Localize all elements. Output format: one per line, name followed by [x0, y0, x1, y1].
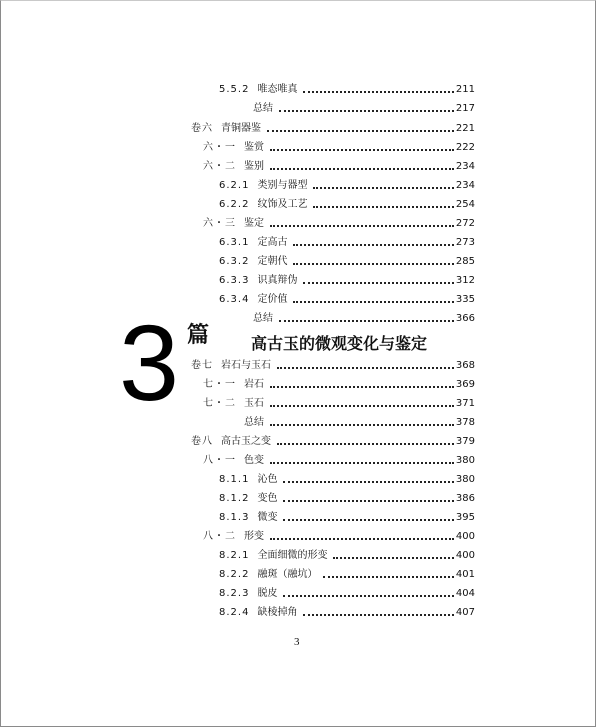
- toc-entry[interactable]: [203, 216, 475, 232]
- toc-page: 217: [455, 103, 475, 114]
- toc-entry[interactable]: [219, 273, 475, 289]
- toc-label: 变色: [257, 493, 278, 504]
- toc-leader: [293, 262, 453, 265]
- toc-page: 234: [455, 161, 475, 172]
- toc-entry[interactable]: [203, 453, 475, 469]
- toc-label: 纹饰及工艺: [257, 199, 308, 210]
- toc-label: 形变: [244, 531, 264, 542]
- toc-page: 366: [455, 313, 475, 324]
- toc-number: 8.2.4: [219, 607, 250, 618]
- toc-leader: [270, 385, 454, 388]
- toc-number: 卷六: [191, 123, 213, 134]
- toc-label: 融斑（融坑）: [257, 569, 318, 580]
- toc-leader: [283, 518, 453, 521]
- toc-leader: [277, 442, 454, 445]
- toc-leader: [303, 90, 453, 93]
- toc-label: 定朝代: [257, 256, 288, 267]
- toc-page: 335: [455, 294, 475, 305]
- toc-number: 卷八: [191, 436, 213, 447]
- toc-label: 色变: [244, 455, 264, 466]
- toc-label: 玉石: [244, 398, 264, 409]
- toc-page: 273: [455, 237, 475, 248]
- toc-leader: [333, 556, 453, 559]
- toc-label: 沁色: [257, 474, 278, 485]
- toc-number: 七・一: [203, 379, 236, 390]
- toc-label: 缺棱掉角: [257, 607, 298, 618]
- toc-entry[interactable]: [219, 510, 475, 526]
- toc-entry[interactable]: [253, 101, 475, 117]
- toc-leader: [283, 480, 453, 483]
- toc-entry[interactable]: [219, 567, 475, 583]
- toc-leader: [270, 461, 454, 464]
- toc-number: 6.3.1: [219, 237, 250, 248]
- toc-page: 368: [455, 360, 475, 371]
- toc-label: 鉴定: [244, 218, 264, 229]
- toc-page: 222: [455, 142, 475, 153]
- toc-label: 唯态唯真: [257, 84, 298, 95]
- toc-leader: [303, 613, 453, 616]
- toc-page: 395: [455, 512, 475, 523]
- toc-number: 6.2.1: [219, 180, 250, 191]
- toc-label: 高古玉之变: [221, 436, 271, 447]
- toc-page: 400: [455, 531, 475, 542]
- toc-entry[interactable]: [191, 434, 475, 450]
- toc-entry[interactable]: [219, 491, 475, 507]
- toc-entry[interactable]: [191, 121, 475, 137]
- toc-number: 8.1.3: [219, 512, 250, 523]
- toc-entry[interactable]: [219, 292, 475, 308]
- toc-number: 七・二: [203, 398, 236, 409]
- toc-number: 六・一: [203, 142, 236, 153]
- toc-page: 234: [455, 180, 475, 191]
- toc-leader: [279, 109, 454, 112]
- toc-leader: [267, 129, 454, 132]
- toc-entry[interactable]: [244, 415, 475, 431]
- toc-leader: [313, 186, 453, 189]
- toc-number: 6.3.2: [219, 256, 250, 267]
- toc-leader: [283, 499, 453, 502]
- toc-entry[interactable]: [219, 586, 475, 602]
- toc-label: 全面细微的形变: [257, 550, 328, 561]
- toc-page: 380: [455, 474, 475, 485]
- toc-page: 378: [455, 417, 475, 428]
- toc-leader: [293, 300, 453, 303]
- toc-label: 鉴赏: [244, 142, 264, 153]
- toc-label: 青铜器鉴: [221, 123, 261, 134]
- toc-entry[interactable]: [253, 311, 475, 327]
- toc-page: 401: [455, 569, 475, 580]
- toc-leader: [283, 594, 453, 597]
- toc-label: 识真辩伪: [257, 275, 298, 286]
- toc-number: 八・一: [203, 455, 236, 466]
- part-label: 篇: [187, 323, 210, 348]
- toc-entry[interactable]: [191, 358, 475, 374]
- toc-number: 8.2.3: [219, 588, 250, 599]
- toc-label: 总结: [253, 103, 273, 114]
- toc-page: 371: [455, 398, 475, 409]
- toc-number: 6.2.2: [219, 199, 250, 210]
- toc-leader: [270, 404, 454, 407]
- toc-entry[interactable]: [203, 377, 475, 393]
- toc-leader: [270, 148, 454, 151]
- toc-label: 总结: [244, 417, 264, 428]
- toc-leader: [293, 243, 453, 246]
- toc-entry[interactable]: [219, 472, 475, 488]
- toc-label: 定价值: [257, 294, 288, 305]
- toc-leader: [277, 366, 454, 369]
- toc-page: 221: [455, 123, 475, 134]
- toc-entry[interactable]: [219, 197, 475, 213]
- toc-number: 卷七: [191, 360, 213, 371]
- toc-page: 272: [455, 218, 475, 229]
- toc-label: 类别与器型: [257, 180, 308, 191]
- toc-number: 六・三: [203, 218, 236, 229]
- toc-label: 总结: [253, 313, 273, 324]
- part-title: 高古玉的微观变化与鉴定: [251, 334, 428, 353]
- toc-number: 8.1.2: [219, 493, 250, 504]
- toc-entry[interactable]: [219, 548, 475, 564]
- toc-page: 386: [455, 493, 475, 504]
- toc-page: 312: [455, 275, 475, 286]
- toc-leader: [313, 205, 453, 208]
- part-number: 3: [119, 302, 180, 423]
- toc-leader: [270, 423, 454, 426]
- toc-entry[interactable]: [219, 254, 475, 270]
- toc-leader: [323, 575, 453, 578]
- toc-number: 六・二: [203, 161, 236, 172]
- toc-leader: [270, 224, 454, 227]
- toc-number: 6.3.3: [219, 275, 250, 286]
- toc-page: 369: [455, 379, 475, 390]
- toc-entry[interactable]: [219, 178, 475, 194]
- toc-page: 380: [455, 455, 475, 466]
- toc-label: 鉴别: [244, 161, 264, 172]
- toc-entry[interactable]: [203, 529, 475, 545]
- toc-page: 254: [455, 199, 475, 210]
- toc-page: 211: [455, 84, 475, 95]
- toc-page: 407: [455, 607, 475, 618]
- toc-page: 404: [455, 588, 475, 599]
- page-number: 3: [294, 636, 300, 648]
- toc-entry[interactable]: [203, 396, 475, 412]
- toc-leader: [270, 537, 454, 540]
- toc-entry[interactable]: [219, 82, 475, 98]
- toc-page: 285: [455, 256, 475, 267]
- toc-page: 400: [455, 550, 475, 561]
- toc-leader: [303, 281, 453, 284]
- toc-page: 379: [455, 436, 475, 447]
- toc-number: 八・二: [203, 531, 236, 542]
- toc-label: 定高古: [257, 237, 288, 248]
- toc-entry[interactable]: [219, 235, 475, 251]
- toc-label: 岩石: [244, 379, 264, 390]
- toc-label: 脱皮: [257, 588, 278, 599]
- toc-number: 5.5.2: [219, 84, 250, 95]
- toc-entry[interactable]: [219, 605, 475, 621]
- toc-number: 8.1.1: [219, 474, 250, 485]
- toc-entry[interactable]: [203, 140, 475, 156]
- toc-leader: [279, 319, 454, 322]
- toc-number: 8.2.2: [219, 569, 250, 580]
- toc-leader: [270, 167, 454, 170]
- toc-number: 6.3.4: [219, 294, 250, 305]
- toc-label: 微变: [257, 512, 278, 523]
- toc-label: 岩石与玉石: [221, 360, 271, 371]
- toc-number: 8.2.1: [219, 550, 250, 561]
- toc-entry[interactable]: [203, 159, 475, 175]
